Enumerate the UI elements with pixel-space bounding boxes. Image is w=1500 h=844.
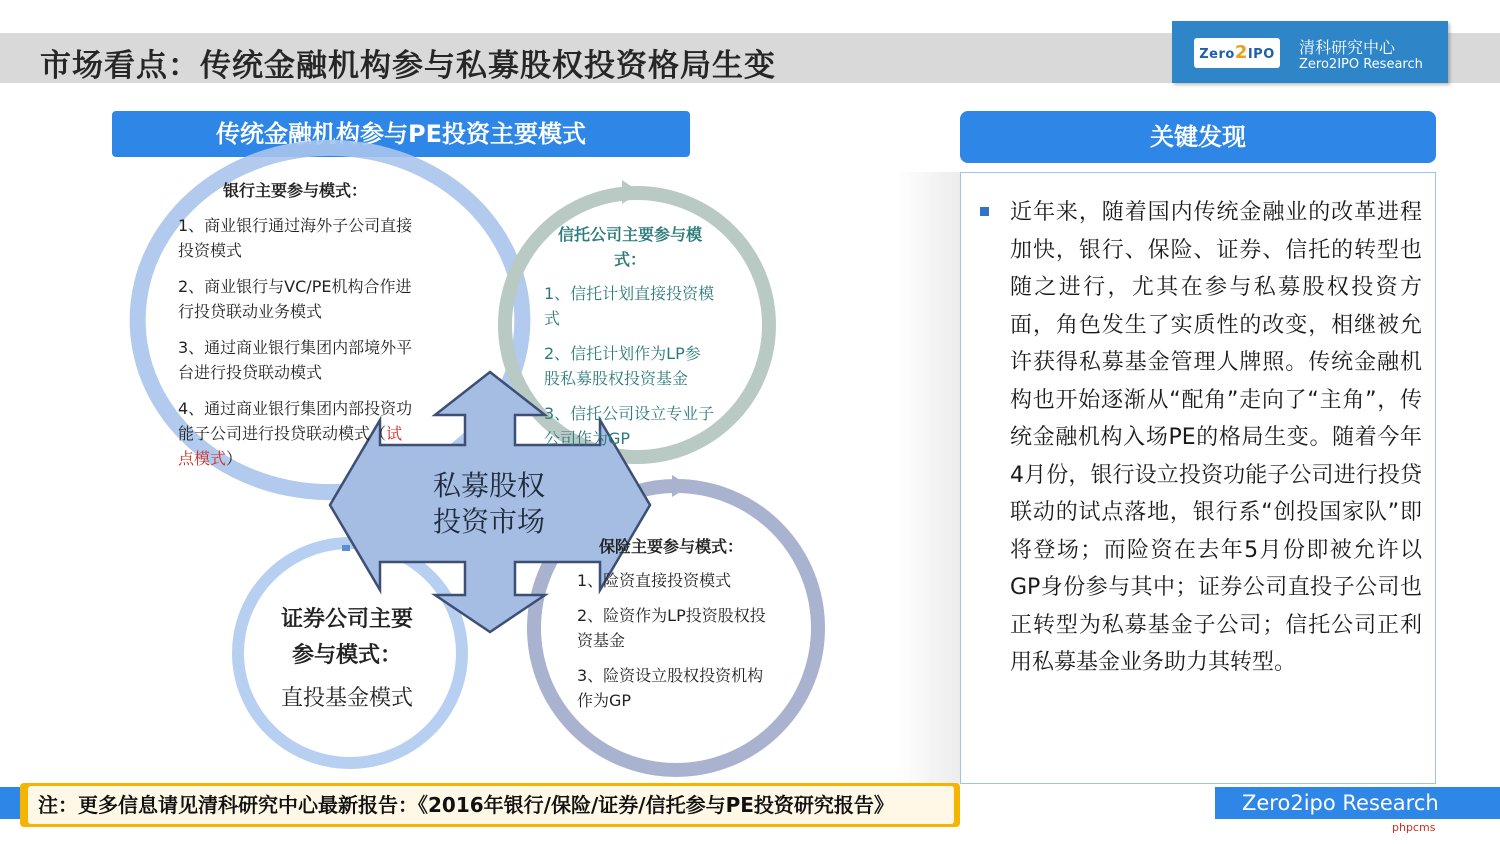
securities-modes (257, 602, 437, 711)
key-findings-text: 近年来，随着国内传统金融业的改革进程加快，银行、保险、证券、信托的转型也随之进行，尤其在参与私募股权投资方面，角色发生了实质性的改变，相继被允许获得私募基金管理人牌照。传统金融机构也开始逐渐从“配角”走向了“主角”，传统金融机构入场PE的格局生变。随着今年4月份，银行设立投资功能子公司进行投贷联动的试点落地，银行系“创投国家队”即将登场；而险资在去年5月份即被允许以GP身份参与其中；证券公司直投子公司也正转型为私募基金子公司；信托公司正利用私募基金业务助力其转型。 (1010, 200, 1422, 675)
center-label (418, 468, 560, 540)
trust-item: 1、信托计划直接投资模式 (544, 284, 715, 328)
logo (1172, 21, 1448, 83)
bank-item: 2、商业银行与VC/PE机构合作进行投贷联动业务模式 (178, 277, 412, 321)
right-section-title: 关键发现 (960, 111, 1436, 163)
trust-item: 3、信托公司设立专业子公司作为GP (544, 404, 715, 448)
bank-heading: 银行主要参与模式： (223, 181, 368, 200)
zero2ipo-logo-mark: Zero2IPO (1194, 38, 1280, 68)
pilot-mode-note: 试点模式 (178, 424, 403, 468)
left-section-title: 传统金融机构参与PE投资主要模式 (112, 111, 690, 157)
bank-item: 3、通过商业银行集团内部境外平台进行投贷联动模式 (178, 338, 413, 382)
trust-modes (544, 222, 716, 461)
footer-brand: Zero2ipo Research (1215, 787, 1500, 819)
footer-left-bar (0, 787, 20, 819)
insurance-modes (577, 534, 767, 723)
bullet-icon (980, 207, 989, 216)
center-label-line: 投资市场 (432, 505, 545, 538)
bank-item: 4、通过商业银行集团内部投资功能子公司进行投贷联动模式（试点模式） (178, 399, 413, 468)
securities-heading: 参与模式： (291, 643, 402, 668)
insurance-item: 3、险资设立股权投资机构作为GP (577, 666, 764, 710)
logo-chinese-name: 清科研究中心 (1299, 38, 1396, 57)
insurance-heading: 保险主要参与模式： (599, 537, 744, 556)
trust-heading: 信托公司主要参与模式： (557, 225, 702, 269)
securities-heading: 证券公司主要 (280, 607, 413, 632)
logo-english-name: Zero2IPO Research (1299, 57, 1423, 72)
center-label-line: 私募股权 (432, 469, 545, 502)
securities-item: 直投基金模式 (280, 686, 413, 711)
insurance-item: 1、险资直接投资模式 (577, 571, 732, 590)
bank-modes (178, 178, 418, 482)
panel-shadow (896, 172, 962, 784)
footer-note: 注：更多信息请见清科研究中心最新报告：《2016年银行/保险/证券/信托参与PE投资研究报告》 (28, 786, 954, 824)
watermark: phpcms (1392, 821, 1436, 834)
bank-item: 1、商业银行通过海外子公司直接投资模式 (178, 216, 413, 260)
trust-item: 2、信托计划作为LP参股私募股权投资基金 (544, 344, 701, 388)
insurance-item: 2、险资作为LP投资股权投资基金 (577, 606, 766, 650)
page-title: 市场看点：传统金融机构参与私募股权投资格局生变 (40, 48, 776, 84)
